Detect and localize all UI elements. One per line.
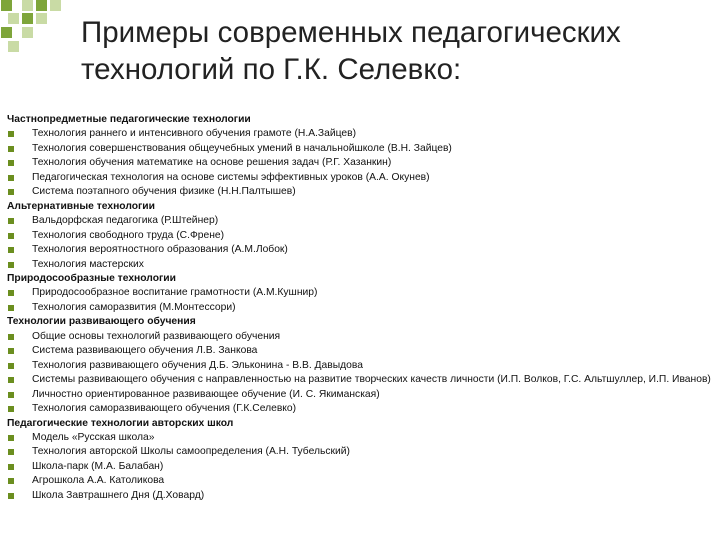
square-bullet-icon: [8, 493, 14, 499]
deco-square: [36, 13, 47, 24]
list-item-text: Технология авторской Школы самоопределения (А.Н. Тубельский): [32, 446, 350, 458]
list-item: [7, 258, 713, 272]
list-item-text: Школа Завтрашнего Дня (Д.Ховард): [32, 489, 205, 501]
deco-square: [22, 0, 33, 11]
square-bullet-icon: [8, 435, 14, 441]
list-item: [7, 402, 713, 416]
list-item: [7, 344, 713, 358]
list-item: [7, 185, 713, 199]
deco-square: [50, 0, 61, 11]
title-line-1: Примеры современных педагогических: [81, 16, 621, 49]
list-item-text: Модель «Русская школа»: [32, 431, 155, 443]
list-item: [7, 460, 713, 474]
list-item: [7, 445, 713, 459]
square-bullet-icon: [8, 233, 14, 239]
square-bullet-icon: [8, 348, 14, 354]
list-item: [7, 156, 713, 170]
square-bullet-icon: [8, 218, 14, 224]
list-item-text: Технология саморазвития (М.Монтессори): [32, 301, 236, 313]
deco-square: [1, 27, 12, 38]
list-item-text: Технология обучения математике на основе решения задач (Р.Г. Хазанкин): [32, 157, 392, 169]
title-line-2: технологий по Г.К. Селевко:: [81, 53, 462, 86]
list-item-text: Технология раннего и интенсивного обучения грамоте (Н.А.Зайцев): [32, 128, 357, 140]
list-item: [7, 301, 713, 315]
deco-square: [22, 13, 33, 24]
list-item: [7, 127, 713, 141]
list-item-text: Педагогическая технология на основе системы эффективных уроков (А.А. Окунев): [32, 171, 430, 183]
section-heading: Альтернативные технологии: [7, 200, 155, 212]
list-item-text: Технология саморазвивающего обучения (Г.К.Селевко): [32, 403, 297, 415]
list-item: [7, 489, 713, 503]
list-item: [7, 474, 713, 488]
list-item: [7, 286, 713, 300]
list-item: [7, 388, 713, 402]
list-item: [7, 142, 713, 156]
technology-list: [7, 113, 713, 503]
list-item-text: Личностно ориентированное развивающее обучение (И. С. Якиманская): [32, 388, 380, 400]
list-item-text: Агрошкола А.А. Католикова: [32, 475, 165, 487]
square-bullet-icon: [8, 392, 14, 398]
list-item-text: Технология свободного труда (С.Френе): [32, 229, 225, 241]
section-heading: Природосообразные технологии: [7, 272, 176, 284]
list-item: [7, 229, 713, 243]
section-heading: Частнопредметные педагогические технологии: [7, 114, 251, 125]
square-bullet-icon: [8, 464, 14, 470]
list-item-text: Система поэтапного обучения физике (Н.Н.Палтышев): [32, 186, 296, 198]
list-item-text: Общие основы технологий развивающего обучения: [32, 330, 281, 342]
square-bullet-icon: [8, 189, 14, 195]
deco-square: [8, 13, 19, 24]
deco-square: [8, 41, 19, 52]
square-bullet-icon: [8, 377, 14, 383]
slide-title: [81, 14, 701, 88]
list-item-text: Вальдорфская педагогика (Р.Штейнер): [32, 215, 219, 227]
deco-square: [36, 0, 47, 11]
deco-square: [22, 27, 33, 38]
square-bullet-icon: [8, 363, 14, 369]
list-item-text: Школа-парк (М.А. Балабан): [32, 460, 164, 472]
list-item-text: Технология развивающего обучения Д.Б. Эльконина - В.В. Давыдова: [32, 359, 363, 371]
list-item: [7, 373, 713, 387]
square-bullet-icon: [8, 406, 14, 412]
list-item: [7, 431, 713, 445]
list-item-text: Природосообразное воспитание грамотности (А.М.Кушнир): [32, 287, 318, 299]
square-bullet-icon: [8, 146, 14, 152]
list-item-text: Система развивающего обучения Л.В. Занкова: [32, 345, 258, 357]
list-item: [7, 214, 713, 228]
section-heading: Педагогические технологии авторских школ: [7, 417, 234, 429]
decorative-squares: [0, 0, 80, 60]
list-item: [7, 359, 713, 373]
square-bullet-icon: [8, 449, 14, 455]
deco-square: [1, 0, 12, 11]
list-item-text: Технология совершенствования общеучебных умений в начальнойшколе (В.Н. Зайцев): [32, 142, 452, 154]
list-item: [7, 243, 713, 257]
list-item-text: Технология мастерских: [32, 258, 144, 270]
square-bullet-icon: [8, 131, 14, 137]
square-bullet-icon: [8, 290, 14, 296]
list-item-text: Системы развивающего обучения с направленностью на развитие творческих качеств личности (И.П. Волков, Г.С. Альтшуллер, И.П. Иванов): [32, 374, 711, 386]
square-bullet-icon: [8, 478, 14, 484]
section-heading: Технологии развивающего обучения: [7, 316, 196, 328]
list-item: [7, 171, 713, 185]
list-item: [7, 330, 713, 344]
square-bullet-icon: [8, 305, 14, 311]
square-bullet-icon: [8, 262, 14, 268]
square-bullet-icon: [8, 160, 14, 166]
square-bullet-icon: [8, 175, 14, 181]
square-bullet-icon: [8, 247, 14, 253]
list-item-text: Технология вероятностного образования (А.М.Лобок): [32, 244, 288, 256]
square-bullet-icon: [8, 334, 14, 340]
